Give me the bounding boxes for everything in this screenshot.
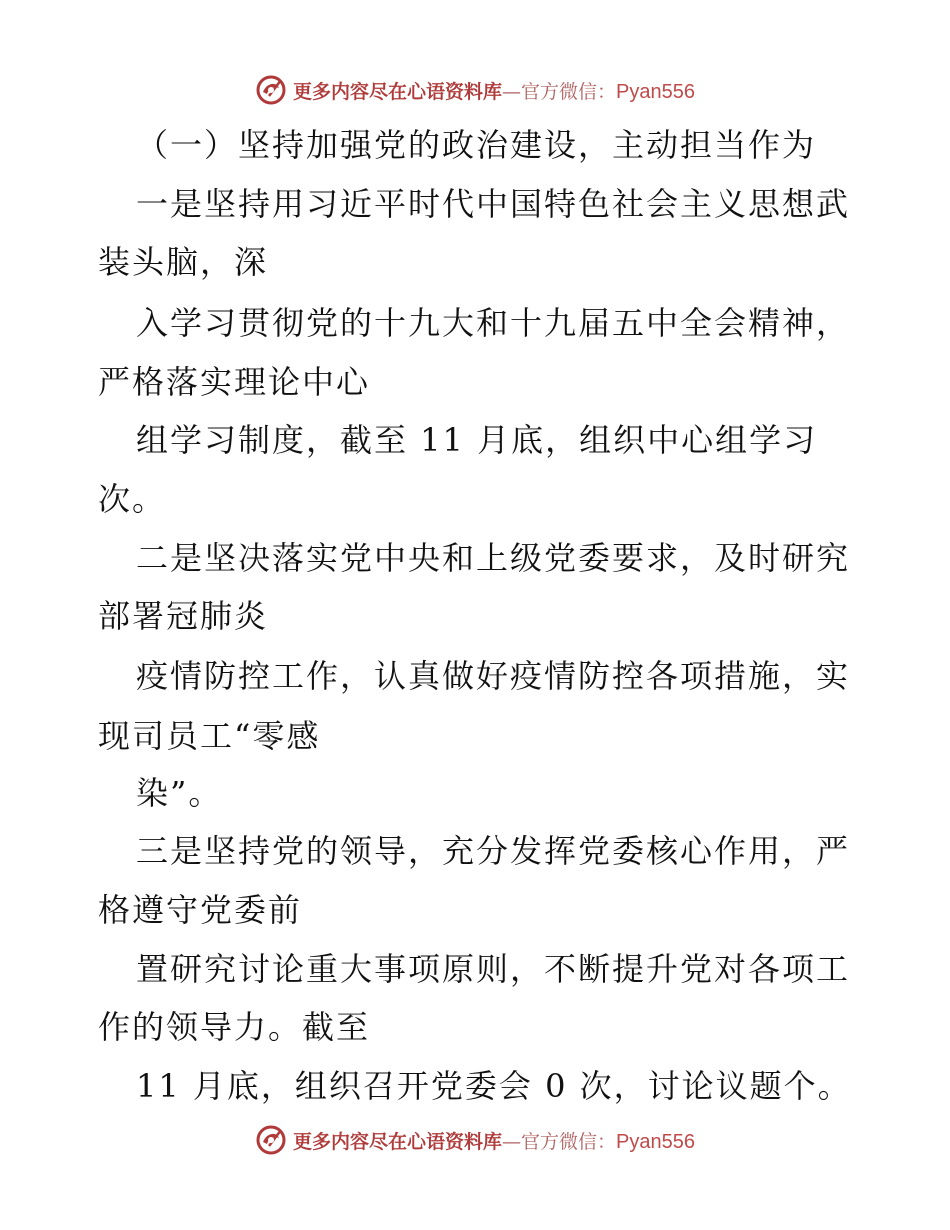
doc-line-8: 二是坚决落实党中央和上级党委要求，及时研究 — [136, 539, 851, 577]
banner-text — [293, 1127, 695, 1154]
doc-line-11: 现司员工“零感 — [98, 717, 321, 755]
banner-account: Pyan556 — [616, 1130, 695, 1153]
doc-line-13: 三是坚持党的领导，充分发挥党委核心作用，严 — [136, 832, 851, 870]
banner-main-text: 更多内容尽在心语资料库 — [293, 1130, 503, 1153]
banner-separator: — — [502, 80, 522, 103]
doc-line-15: 置研究讨论重大事项原则，不断提升党对各项工 — [136, 950, 851, 988]
banner-main-text: 更多内容尽在心语资料库 — [293, 80, 503, 103]
doc-line-12: 染”。 — [136, 774, 223, 812]
banner-account: Pyan556 — [616, 80, 695, 103]
doc-line-3: 装头脑，深 — [98, 243, 269, 281]
doc-line-2: 一是坚持用习近平时代中国特色社会主义思想武 — [136, 185, 851, 223]
banner-sub-text: 官方微信： — [521, 1130, 617, 1153]
doc-line-16: 作的领导力。截至 — [98, 1008, 371, 1046]
doc-line-5: 严格落实理论中心 — [98, 363, 371, 401]
banner-separator: — — [502, 1130, 522, 1153]
red-swirl-logo-icon — [255, 1124, 287, 1156]
doc-line-10: 疫情防控工作，认真做好疫情防控各项措施，实 — [136, 657, 851, 695]
doc-line-17: 11 月底，组织召开党委会 0 次，讨论议题个。 — [136, 1067, 852, 1105]
footer-banner — [0, 1120, 950, 1160]
banner-sub-text: 官方微信： — [521, 80, 617, 103]
header-banner — [0, 70, 950, 110]
doc-line-9: 部署冠肺炎 — [98, 597, 269, 635]
doc-line-14: 格遵守党委前 — [98, 891, 303, 929]
red-swirl-logo-icon — [255, 74, 287, 106]
doc-line-7: 次。 — [98, 480, 167, 518]
doc-line-1: （一）坚持加强党的政治建设，主动担当作为 — [136, 126, 817, 164]
doc-line-4: 入学习贯彻党的十九大和十九届五中全会精神， — [136, 304, 851, 342]
doc-line-6: 组学习制度，截至 11 月底，组织中心组学习 — [136, 421, 818, 459]
banner-text — [293, 77, 695, 104]
